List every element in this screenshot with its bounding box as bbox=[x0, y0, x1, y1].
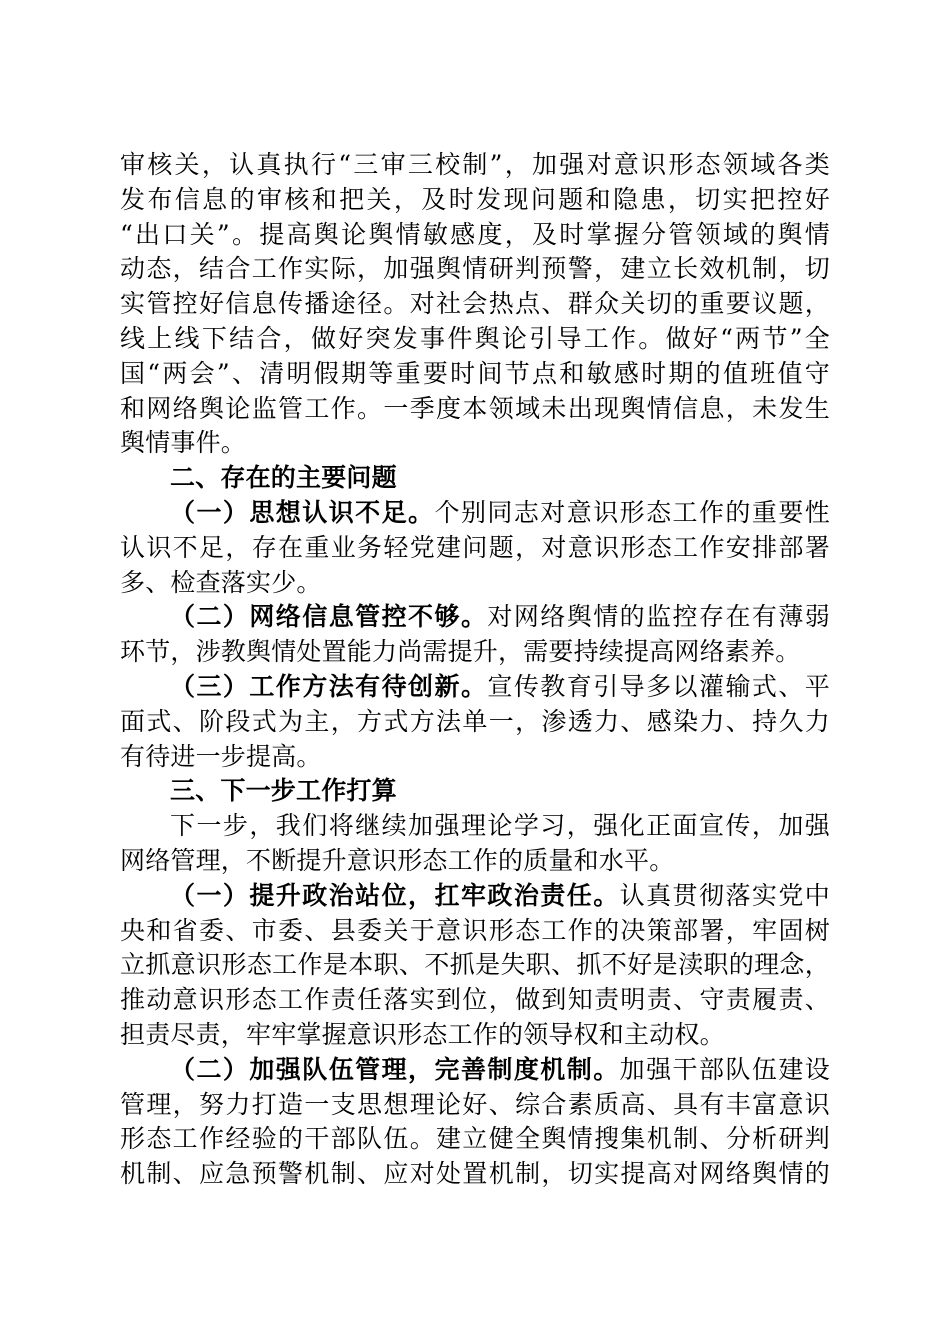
text-segment: 加强干部队伍建设 bbox=[619, 1054, 830, 1084]
text-line: 发布信息的审核和把关，及时发现问题和隐患，切实把控好 bbox=[120, 184, 830, 214]
text-line bbox=[120, 879, 830, 914]
paragraph-lead: （二）加强队伍管理，完善制度机制。 bbox=[170, 1054, 620, 1084]
paragraph-lead: （一）提升政治站位，扛牢政治责任。 bbox=[170, 880, 620, 910]
paragraph-plan-1 bbox=[120, 879, 830, 1053]
text-line: 线上线下结合，做好突发事件舆论引导工作。做好“两节”全 bbox=[120, 323, 830, 353]
section-heading-next-steps: 三、下一步工作打算 bbox=[170, 776, 397, 806]
text-segment: 认真贯彻落实党中 bbox=[619, 880, 830, 910]
text-line: 形态工作经验的干部队伍。建立健全舆情搜集机制、分析研判 bbox=[120, 1124, 830, 1154]
text-line: 实管控好信息传播途径。对社会热点、群众关切的重要议题， bbox=[120, 289, 830, 319]
text-line: 和网络舆论监管工作。一季度本领域未出现舆情信息，未发生 bbox=[120, 393, 830, 423]
text-segment: 对网络舆情的监控存在有薄弱 bbox=[487, 602, 830, 632]
paragraph-problem-2 bbox=[120, 600, 830, 670]
text-segment: 个别同志对意识形态工作的重要性 bbox=[434, 497, 830, 527]
paragraph-problem-3 bbox=[120, 670, 830, 774]
paragraph-lead: （二）网络信息管控不够。 bbox=[170, 602, 488, 632]
text-line: 多、检查落实少。 bbox=[120, 567, 322, 597]
text-line: 推动意识形态工作责任落实到位，做到知责明责、守责履责、 bbox=[120, 985, 830, 1015]
paragraph-next-intro bbox=[120, 809, 830, 879]
text-line bbox=[120, 1053, 830, 1088]
text-line: 立抓意识形态工作是本职、不抓是失职、抓不好是渎职的理念， bbox=[120, 950, 830, 980]
paragraph-plan-2 bbox=[120, 1053, 830, 1192]
document-page bbox=[120, 148, 830, 1192]
text-line: “出口关”。提高舆论舆情敏感度，及时掌握分管领域的舆情 bbox=[120, 219, 830, 249]
text-line: 管理，努力打造一支思想理论好、综合素质高、具有丰富意识 bbox=[120, 1089, 830, 1119]
text-line: 审核关，认真执行“三审三校制”，加强对意识形态领域各类 bbox=[120, 150, 830, 179]
text-line: 下一步，我们将继续加强理论学习，强化正面宣传，加强 bbox=[170, 811, 830, 841]
text-segment: 宣传教育引导多以灌输式、平 bbox=[487, 671, 830, 701]
text-line: 担责尽责，牢牢掌握意识形态工作的领导权和主动权。 bbox=[120, 1019, 725, 1049]
text-line: 面式、阶段式为主，方式方法单一，渗透力、感染力、持久力 bbox=[120, 706, 830, 736]
text-line: 环节，涉教舆情处置能力尚需提升，需要持续提高网络素养。 bbox=[120, 637, 801, 667]
text-line: 国“两会”、清明假期等重要时间节点和敏感时期的值班值守 bbox=[120, 358, 830, 388]
text-line bbox=[120, 496, 830, 531]
text-line bbox=[120, 600, 830, 635]
paragraph-lead: （三）工作方法有待创新。 bbox=[170, 671, 488, 701]
section-heading-problems: 二、存在的主要问题 bbox=[170, 463, 397, 493]
paragraph-problem-1 bbox=[120, 496, 830, 600]
paragraph-lead: （一）思想认识不足。 bbox=[170, 497, 435, 527]
text-line: 舆情事件。 bbox=[120, 428, 247, 458]
text-line: 有待进一步提高。 bbox=[120, 741, 322, 771]
text-line: 动态，结合工作实际，加强舆情研判预警，建立长效机制，切 bbox=[120, 254, 830, 284]
text-line: 认识不足，存在重业务轻党建问题，对意识形态工作安排部署 bbox=[120, 532, 830, 562]
text-line bbox=[120, 670, 830, 705]
text-line: 机制、应急预警机制、应对处置机制，切实提高对网络舆情的 bbox=[120, 1159, 830, 1189]
text-line: 央和省委、市委、县委关于意识形态工作的决策部署，牢固树 bbox=[120, 915, 830, 945]
text-line: 网络管理，不断提升意识形态工作的质量和水平。 bbox=[120, 845, 675, 875]
paragraph-continuation bbox=[120, 148, 830, 461]
